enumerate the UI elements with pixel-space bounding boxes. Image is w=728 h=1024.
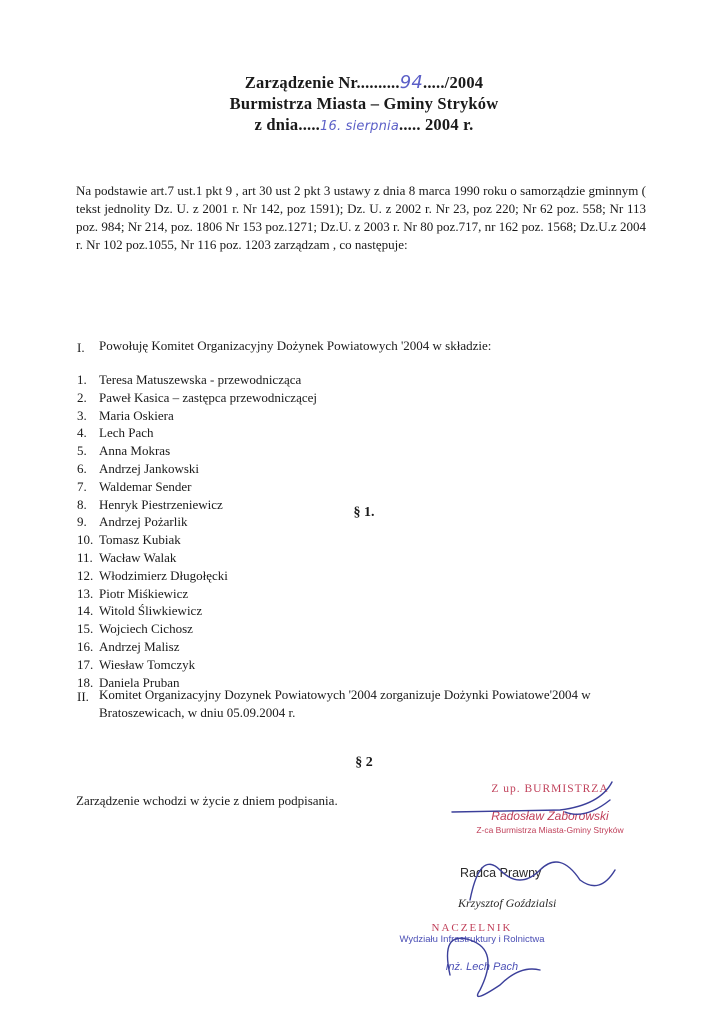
list-item: 5. Anna Mokras bbox=[77, 443, 171, 459]
document-header bbox=[0, 72, 728, 137]
section-2-heading: § 2 bbox=[355, 755, 373, 770]
effective-date-text: Zarządzenie wchodzi w życie z dniem podpisania. bbox=[76, 793, 338, 808]
item-2-label: II. bbox=[77, 689, 89, 704]
stamp-radca-title: Radca Prawny bbox=[460, 866, 542, 880]
stamp-radca-name: Krzysztof Goździalsi bbox=[458, 896, 557, 910]
list-item: 16. Andrzej Malisz bbox=[77, 638, 180, 654]
list-item: 15. Wojciech Cichosz bbox=[77, 621, 193, 637]
list-item: 18. Daniela Pruban bbox=[77, 674, 180, 690]
naczelnik-stamp bbox=[372, 922, 572, 973]
section-1-heading: § 1. bbox=[353, 505, 375, 520]
list-item: 9. Andrzej Pożarlik bbox=[77, 514, 188, 530]
header-line-1: Zarządzenie Nr..........94...../2004 bbox=[244, 72, 484, 93]
handwritten-date: 16. sierpnia bbox=[320, 119, 400, 134]
list-item: 11. Wacław Walak bbox=[77, 549, 177, 565]
list-item: 13. Piotr Miśkiewicz bbox=[77, 585, 189, 601]
header-line-3: z dnia.....16. sierpnia..... 2004 r. bbox=[254, 115, 474, 134]
burmistrz-stamp bbox=[460, 783, 640, 835]
list-item: 17. Wiesław Tomczyk bbox=[77, 656, 196, 672]
header-line-2: Burmistrza Miasta – Gminy Stryków bbox=[229, 94, 499, 113]
stamp-naczelnik-name: inż. Lech Pach bbox=[445, 961, 519, 973]
list-item: 4. Lech Pach bbox=[77, 425, 154, 441]
preamble-text: Na podstawie art.7 ust.1 pkt 9 , art 30 ust 2 pkt 3 ustawy z dnia 8 marca 1990 roku o samorządzie gminnym ( tekst jednolity Dz. U. z 2001 r. Nr 142, poz 1591); Dz. U. z 2002 r. Nr 23, poz 220; Nr 62 poz. 558; Nr 113 poz. 984; Nr 214, poz. 1806 Nr 153 poz.1271; Dz.U. z 2003 r. Nr 80 poz.717, nr 162 poz. 1568; Dz.U.z 2004 r. Nr 102 poz.1055, Nr 116 poz. 1203 zarządzam , co następuje: bbox=[76, 183, 646, 252]
item-2-text: Komitet Organizacyjny Dozynek Powiatowych '2004 zorganizuje Dożynki Powiatowe'2004 w Bratoszewicach, w dniu 05.09.2004 r. bbox=[99, 687, 591, 720]
list-item: 3. Maria Oskiera bbox=[77, 407, 174, 423]
list-item: 2. Paweł Kasica – zastępca przewodniczącej bbox=[77, 389, 317, 405]
stamp-naczelnik-department: Wydziału Infrastruktury i Rolnictwa bbox=[399, 934, 545, 945]
item-1-text: Powołuję Komitet Organizacyjny Dożynek Powiatowych '2004 w składzie: bbox=[99, 338, 492, 353]
stamp-naczelnik-title: NACZELNIK bbox=[431, 922, 513, 934]
member-list bbox=[77, 371, 317, 691]
list-item: 7. Waldemar Sender bbox=[77, 478, 192, 494]
stamp-burmistrz-name: Radosław Zaborowski bbox=[491, 809, 609, 823]
item-1-label: I. bbox=[77, 340, 85, 355]
stamp-burmistrz-role: Z-ca Burmistrza Miasta-Gminy Stryków bbox=[476, 825, 624, 835]
list-item: 12. Włodzimierz Długołęcki bbox=[77, 567, 228, 583]
list-item: 1. Teresa Matuszewska - przewodnicząca bbox=[77, 372, 302, 387]
radca-stamp bbox=[440, 866, 600, 911]
list-item: 8. Henryk Piestrzeniewicz bbox=[77, 496, 223, 512]
list-item: 14. Witold Śliwkiewicz bbox=[77, 603, 203, 619]
stamp-burmistrz-title: Z up. BURMISTRZA bbox=[491, 783, 609, 795]
handwritten-number: 94 bbox=[399, 72, 424, 93]
list-item: 10. Tomasz Kubiak bbox=[77, 532, 181, 548]
list-item: 6. Andrzej Jankowski bbox=[77, 460, 200, 476]
